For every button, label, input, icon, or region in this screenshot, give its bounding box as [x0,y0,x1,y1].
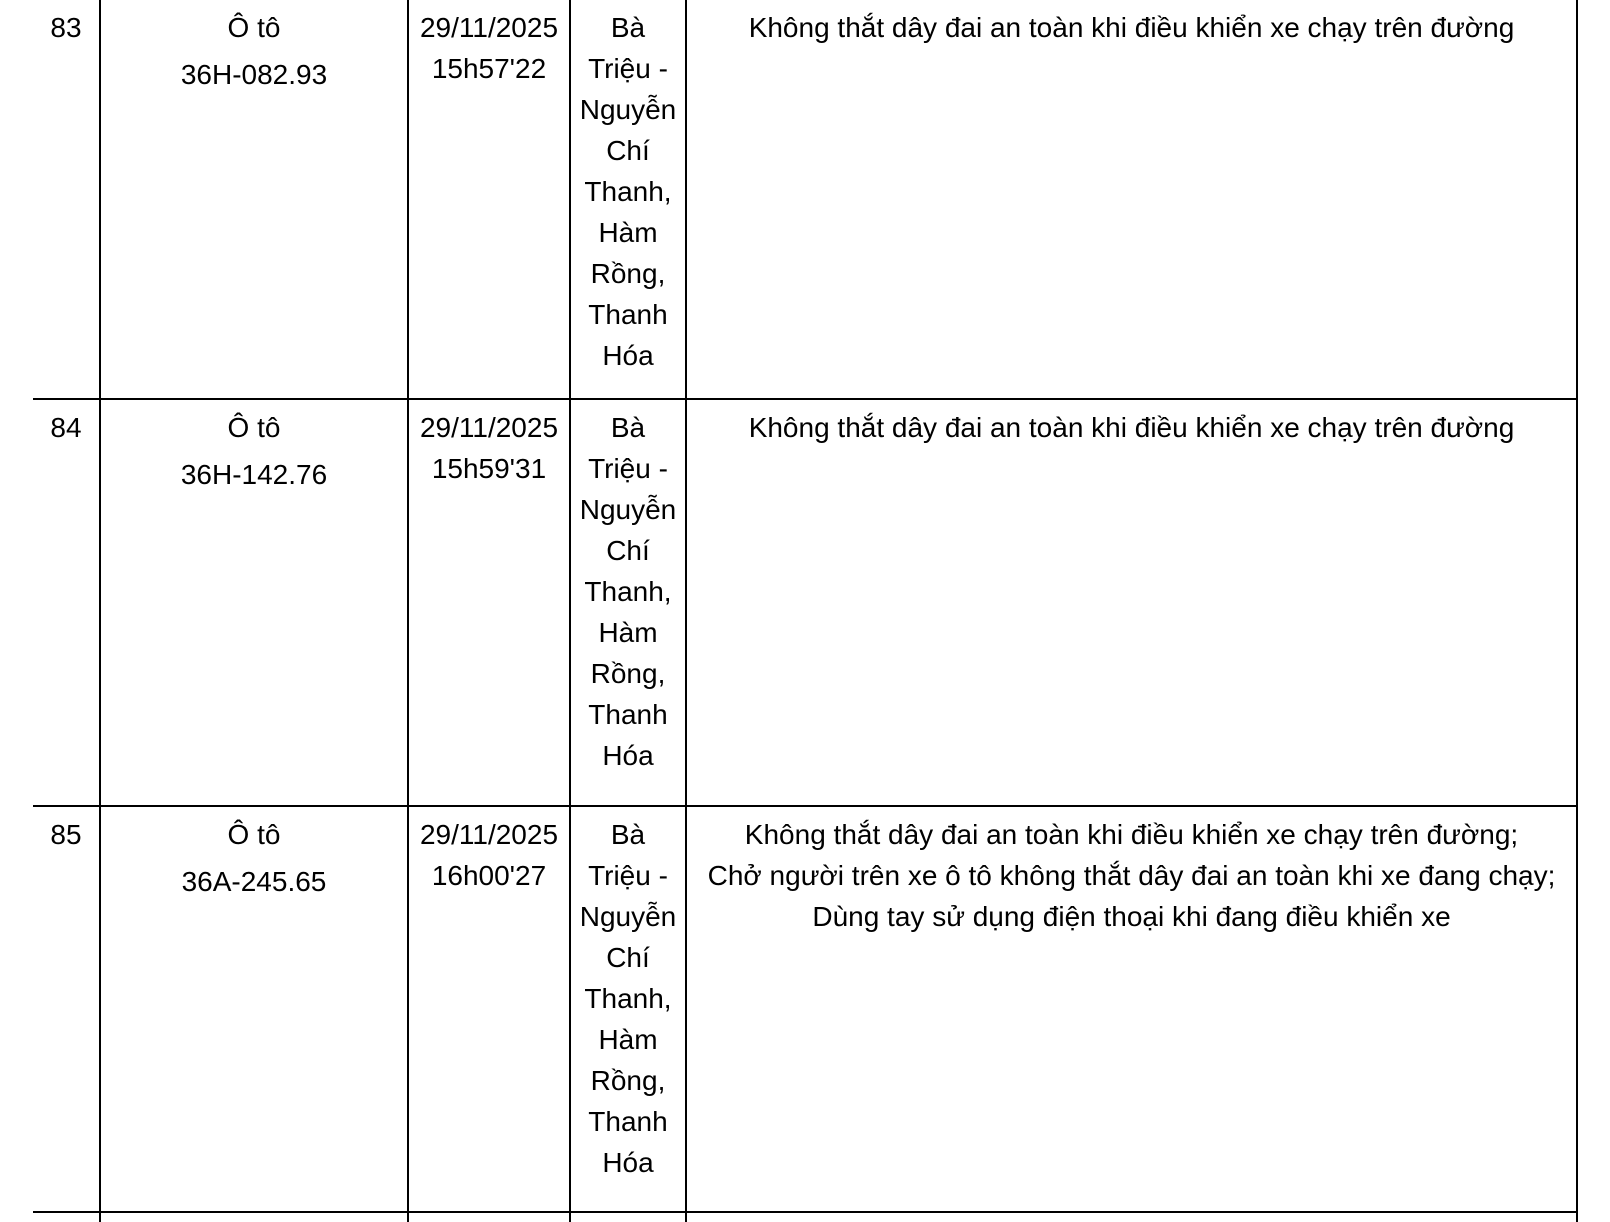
violation-time: 15h59'31 [431,453,547,484]
table-row [33,0,1578,400]
location-cell [571,0,687,398]
violation-time: 16h00'27 [431,860,547,891]
vehicle-cell [101,1213,409,1222]
table-row [33,400,1578,807]
datetime-cell [409,1213,571,1222]
datetime-cell [409,807,571,1211]
violation-location: Bà Triệu - Nguyễn Chí Thanh, Hàm Rồng, Thanh Hóa [579,412,677,771]
violations-table [33,0,1578,1222]
vehicle-type: Ô tô [227,412,281,443]
location-cell [571,400,687,805]
datetime-cell [409,400,571,805]
row-number-cell [33,807,101,1211]
location-cell [571,807,687,1211]
datetime-cell [409,0,571,398]
row-number: 84 [50,412,82,443]
license-plate: 36H-082.93 [180,59,328,90]
row-number: 83 [50,12,82,43]
table-row-partial [33,1213,1578,1222]
row-number: 85 [50,819,82,850]
violation-description: Không thắt dây đai an toàn khi điều khiển xe chạy trên đường; [744,819,1519,850]
violation-location: Bà Triệu - Nguyễn Chí Thanh, Hàm Rồng, Thanh Hóa [579,819,677,1178]
violation-cell [687,1213,1578,1222]
vehicle-type: Ô tô [227,12,281,43]
location-cell [571,1213,687,1222]
row-number-cell [33,0,101,398]
violation-cell [687,400,1578,805]
vehicle-cell [101,0,409,398]
table-row [33,807,1578,1213]
violation-description: Dùng tay sử dụng điện thoại khi đang điều khiển xe [812,901,1451,932]
violation-date: 29/11/2025 [419,412,559,443]
license-plate: 36H-142.76 [180,459,328,490]
row-number-cell [33,1213,101,1222]
license-plate: 36A-245.65 [181,866,327,897]
violation-time: 15h57'22 [431,53,547,84]
violation-location: Bà Triệu - Nguyễn Chí Thanh, Hàm Rồng, Thanh Hóa [579,12,677,371]
violation-description: Không thắt dây đai an toàn khi điều khiển xe chạy trên đường [748,412,1515,443]
violation-cell [687,807,1578,1211]
violation-description: Không thắt dây đai an toàn khi điều khiển xe chạy trên đường [748,12,1515,43]
vehicle-cell [101,400,409,805]
violation-cell [687,0,1578,398]
violation-date: 29/11/2025 [419,819,559,850]
vehicle-cell [101,807,409,1211]
row-number-cell [33,400,101,805]
vehicle-type: Ô tô [227,819,281,850]
violation-date: 29/11/2025 [419,12,559,43]
violation-description: Chở người trên xe ô tô không thắt dây đai an toàn khi xe đang chạy; [707,860,1556,891]
